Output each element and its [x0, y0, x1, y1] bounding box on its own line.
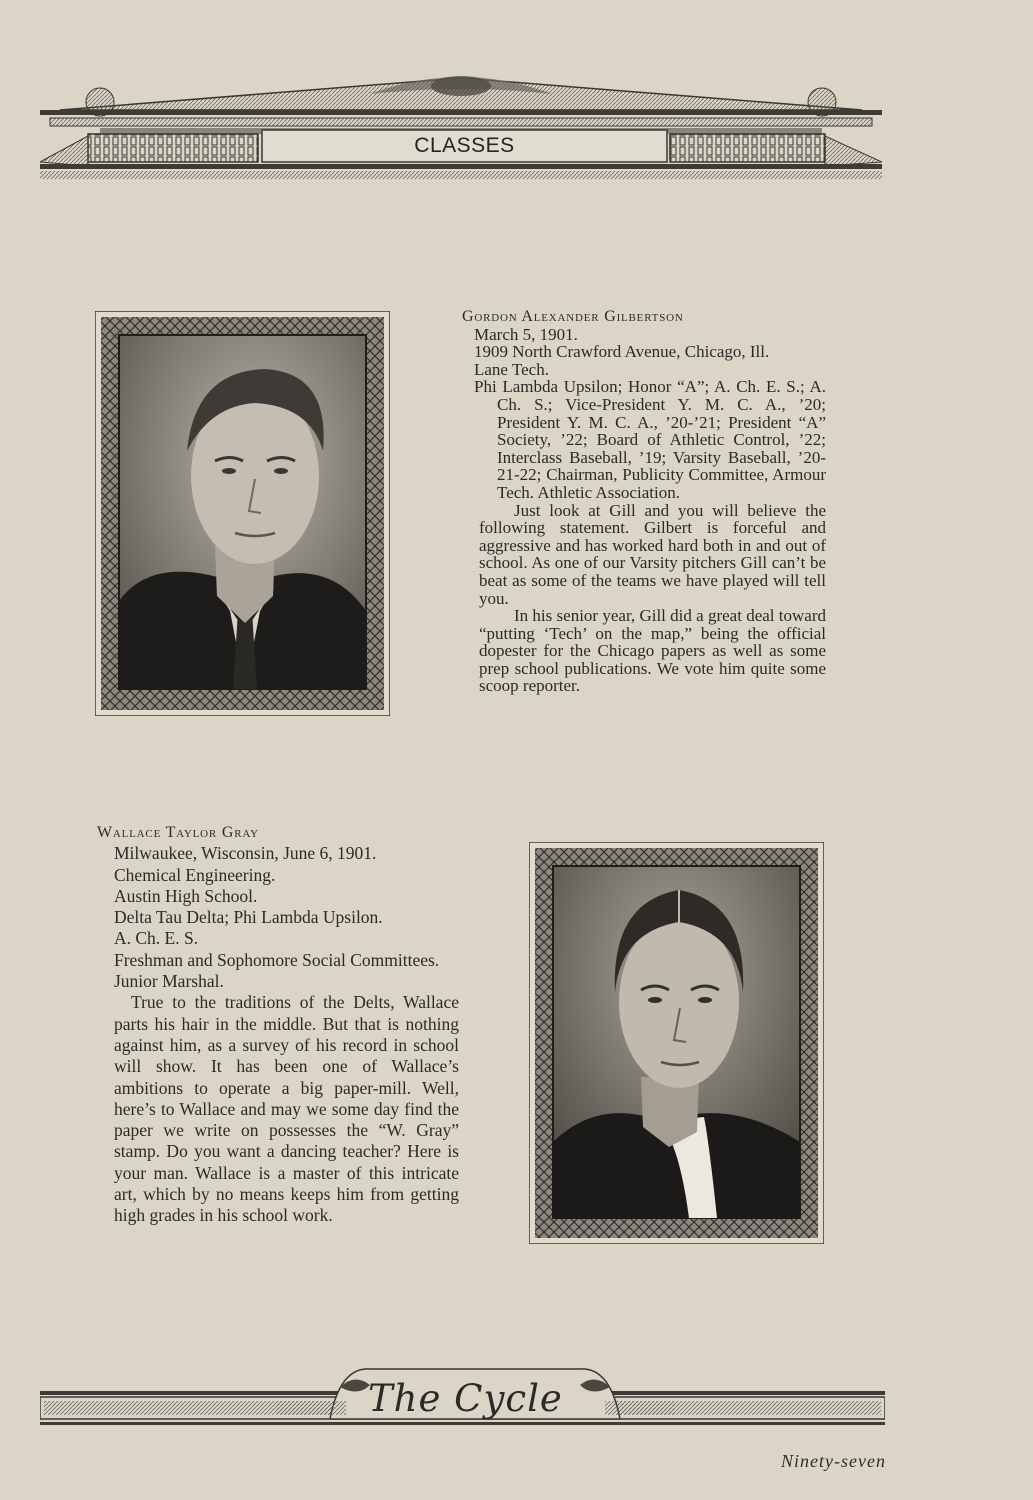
bio-paragraph-1: Just look at Gill and you will believe the following statement. Gilbert is forceful and aggressive and has worked hard both in and out of school. As one of our Varsity pitchers Gill can’t be beat as some of the teams we have played will tell you.	[479, 500, 826, 608]
section-title: CLASSES	[414, 134, 515, 157]
home-address: 1909 North Crawford Avenue, Chicago, Ill.	[474, 342, 770, 362]
birth-date: March 5, 1901.	[474, 324, 578, 344]
bio-paragraph-2: In his senior year, Gill did a great deal toward “putting ‘Tech’ on the map,” being the official dopester for the Chicago papers as well as some prep school publications. We vote him quite some scoop reporter.	[479, 606, 826, 696]
fraternities: Delta Tau Delta; Phi Lambda Upsilon.	[114, 907, 383, 928]
birth-place-date: Milwaukee, Wisconsin, June 6, 1901.	[114, 843, 377, 864]
bio-gilbertson	[462, 308, 826, 695]
prep-school: Austin High School.	[114, 885, 258, 906]
office: Junior Marshal.	[114, 971, 224, 992]
page-number: Ninety-seven	[781, 1451, 886, 1471]
header-banner	[40, 66, 882, 181]
bio-paragraph-1: True to the traditions of the Delts, Wallace parts his hair in the middle. But that is nothing against him, as a survey of his record in school will show. It has been one of Wallace’s ambitions to operate a big paper-mill. Well, here’s to Wallace and may we some day find the paper we write on possesses the “W. Gray” stamp. Do you want a dancing teacher? Here is your man. Wallace is a master of this intricate art, which by no means keeps him from getting high grades in his school work.	[114, 992, 459, 1226]
committees: Freshman and Sophomore Social Committees.	[114, 949, 440, 970]
student-name: Wallace Taylor Gray	[97, 824, 259, 841]
prep-school: Lane Tech.	[474, 359, 549, 379]
student-name: Gordon Alexander Gilbertson	[462, 308, 684, 325]
course: Chemical Engineering.	[114, 864, 276, 885]
portrait-photo-gray	[529, 842, 824, 1244]
activities: Phi Lambda Upsilon; Honor “A”; A. Ch. E. S.; A. Ch. S.; Vice-President Y. M. C. A., ’20; President Y. M. C. A., ’20-’21; President “A” Society, ’22; Board of Athletic Control, ’22; Interclass Baseball, ’19; Varsity Baseball, ’20-21-22; Chairman, Publicity Committee, Armour Tech. Athletic Association.	[474, 377, 826, 502]
portrait-photo-gilbertson	[95, 311, 390, 716]
bio-gray	[97, 822, 459, 1227]
society: A. Ch. E. S.	[114, 928, 199, 949]
publication-title: The Cycle	[368, 1377, 563, 1420]
